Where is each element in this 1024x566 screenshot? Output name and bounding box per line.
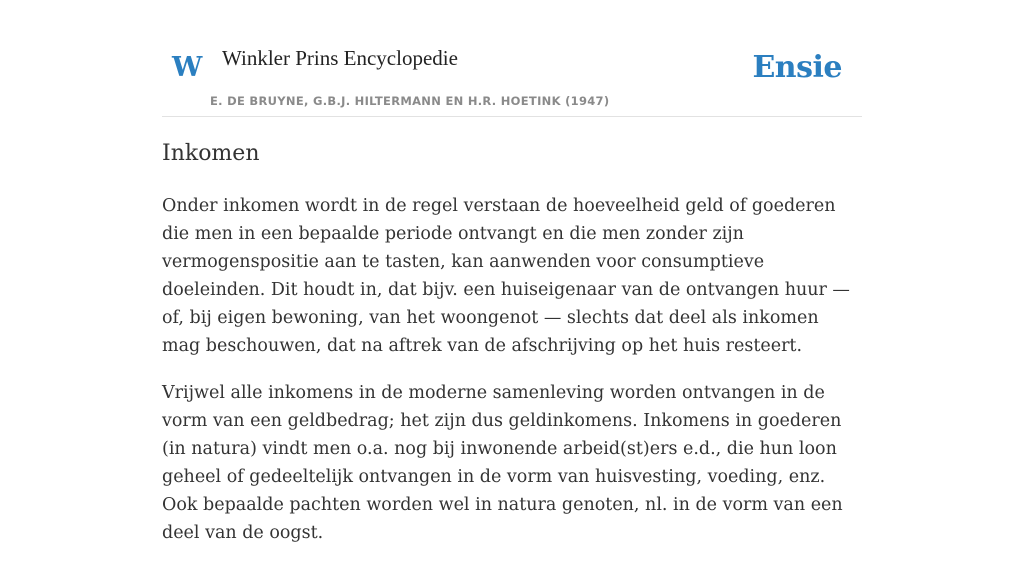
- article-paragraph: Vrijwel alle inkomens in de moderne samenleving worden ontvangen in de vorm van een geldbedrag; het zijn dus geldinkomens. Inkomens in goederen (in natura) vindt men o.a. nog bij inwonende arbeid(st)ers e.d., die hun loon geheel of gedeeltelijk ontvangen in de vorm van huisvesting, voeding, enz. Ook bepaalde pachten worden wel in natura genoten, nl. in de vorm van een deel van de oogst.: [162, 383, 843, 543]
- encyclopedia-authors: E. DE BRUYNE, G.B.J. HILTERMANN EN H.R. HOETINK (1947): [210, 94, 610, 108]
- site-header: [162, 40, 862, 117]
- encyclopedia-title[interactable]: Winkler Prins Encyclopedie: [222, 46, 458, 70]
- winkler-prins-logo-icon[interactable]: W: [172, 52, 203, 83]
- article-paragraph: Onder inkomen wordt in de regel verstaan de hoeveelheid geld of goederen die men in een bepaalde periode ontvangt en die men zonder zijn vermogenspositie aan te tasten, kan aanwenden voor consumptieve doeleinden. Dit houdt in, dat bijv. een huiseigenaar van de ontvangen huur — of, bij eigen bewoning, van het woongenot — slechts dat deel als inkomen mag beschouwen, dat na aftrek van de afschrijving op het huis resteert.: [162, 196, 850, 356]
- article-title: Inkomen: [162, 141, 260, 166]
- page: [162, 0, 862, 543]
- ensie-logo-link[interactable]: Ensie: [752, 50, 842, 85]
- article-body: [162, 192, 862, 566]
